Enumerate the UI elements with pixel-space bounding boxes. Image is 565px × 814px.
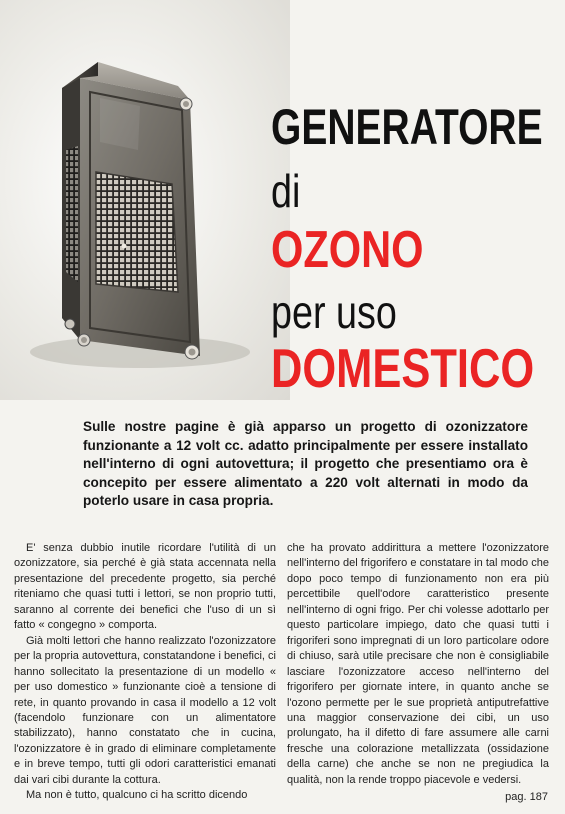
title-domestico: DOMESTICO — [271, 337, 535, 399]
body-paragraph: che ha provato addirittura a mettere l'ozonizzatore nell'interno del frigorifero e constatare in tal modo che dopo poco tempo di funzionamento non era più percettibile quell'odore caratteristico presente nell'interno di ogni frigo. Per chi volesse adottarlo per questo particolare impiego, dato che quasi tutti i frigoriferi sono impregnati di un loro particolare odore di chiuso, sarà utile precisare che non è consigliabile lasciare l'ozonizzatore acceso nell'interno del frigorifero per giornate intere, in quanto anche se l'ozono permette per le sue proprietà antiputrefattive una maggior conservazione dei cibi, un uso prolungato, ha il difetto di fare assumere alle carni fresche una colorazione metallizzata (ossidazione della carne) che anche se non ne pregiudica la qualità, non la rende troppo piacevole e vedersi. — [287, 542, 549, 786]
title-generatore: GENERATORE — [271, 99, 543, 155]
device-photo — [0, 0, 290, 400]
body-paragraph: E' senza dubbio inutile ricordare l'utilità di un ozonizzatore, sia perché è già stata accennata nella presentazione del precedente progetto, sia perché riteniamo che quasi tutti i lettori, se non proprio tutti, saranno al corrente dei benefici che l'uso di un sì fatto « congegno » comporta. — [14, 542, 276, 632]
body-column-right — [287, 541, 549, 788]
page-number: pag. 187 — [505, 791, 548, 803]
title-per-uso: per uso — [271, 286, 397, 338]
title-ozono: OZONO — [271, 221, 424, 279]
intro-paragraph: Sulle nostre pagine è già apparso un progetto di ozonizzatore funzionante a 12 volt cc. adatto principalmente per essere installato nell'interno di ogni autovettura; il progetto che presentiamo ora è concepito per essere alimentato a 220 volt alternati in modo da poterlo usare in casa propria. — [83, 419, 528, 509]
ozone-generator-device-icon — [0, 0, 290, 400]
body-paragraph: Già molti lettori che hanno realizzato l'ozonizzatore per la propria autovettura, constatandone i benefici, ci hanno sollecitato la presentazione di un modello « per uso domestico » funzionante cioè a tensione di rete, in quanto provando in casa il modello a 12 volt (facendolo funzionare con un alimentatore stabilizzato), hanno constatato che in cucina, l'ozonizzatore è in grado di eliminare completamente e in breve tempo, tutti gli odori caratteristici emanati dai vari cibi durante la cottura. — [14, 634, 276, 786]
body-column-left — [14, 541, 276, 804]
body-paragraph: Ma non è tutto, qualcuno ci ha scritto dicendo — [26, 789, 248, 802]
title-di: di — [271, 165, 301, 217]
